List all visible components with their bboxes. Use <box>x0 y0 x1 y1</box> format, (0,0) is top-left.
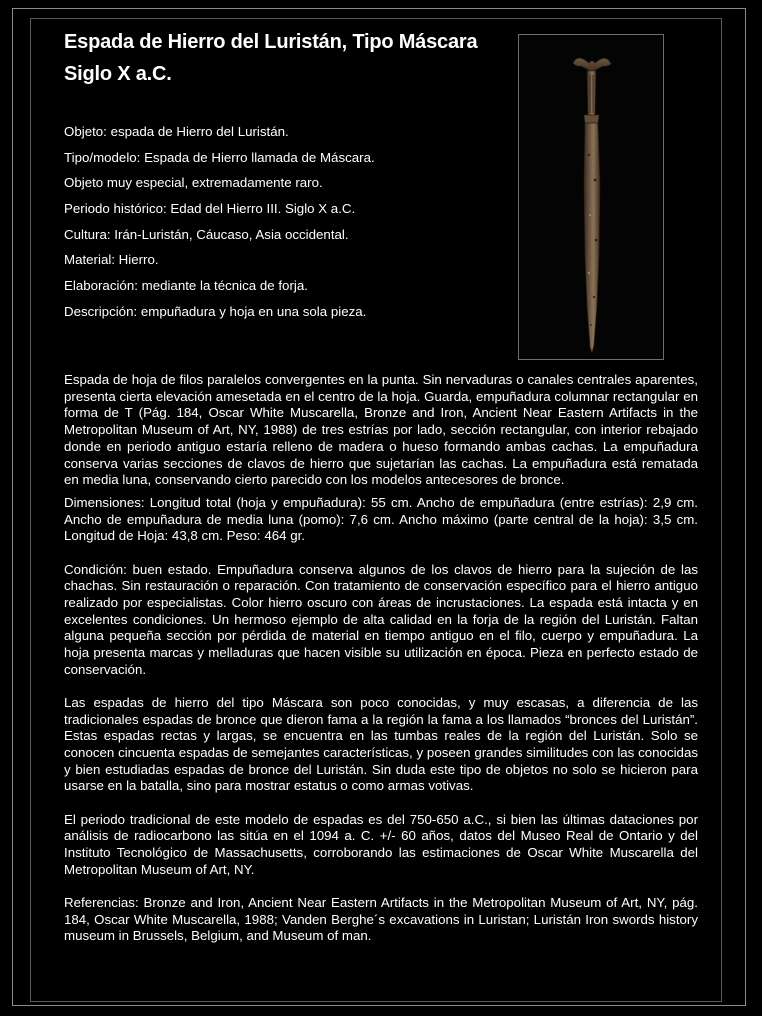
spec-description: Descripción: empuñadura y hoja en una sola pieza. <box>64 303 367 319</box>
dating-paragraph: El periodo tradicional de este modelo de espadas es del 750-650 a.C., si bien las últimas dataciones por análisis de radiocarbono las sitúa en el 1094 a. C. +/- 60 años, datos del Museo Real de Ontario y del Instituto Tecnológico de Massachusetts, corroborando las estimaciones de Oscar White Muscarella del Metropolitan Museum of Art, NY. <box>64 811 698 877</box>
spec-technique: Elaboración: mediante la técnica de forja. <box>64 278 308 294</box>
condition-paragraph: Condición: buen estado. Empuñadura conserva algunos de los clavos de hierro para la sujeción de las chachas. Sin restauración o reparación. Con tratamiento de conservación específico para el hierro antiguo realizado por especialistas. Color hierro oscuro con áreas de incrustaciones. La espada está intacta y en excelentes condiciones. Un hermoso ejemplo de alta calidad en la forja de la región del Luristán. Faltan alguna pequeña sección por pérdida de material en tiempo antiguo en el filo, cuerpo y empuñadura. La hoja presenta marcas y melladuras que hacen visible su utilización en época. Pieza en perfecto estado de conservación. <box>64 561 698 677</box>
dimensions-paragraph: Dimensiones: Longitud total (hoja y empuñadura): 55 cm. Ancho de empuñadura (entre estrías): 2,9 cm. Ancho de empuñadura de media luna (pomo): 7,6 cm. Ancho máximo (parte central de la hoja): 3,5 cm. Longitud de Hoja: 43,8 cm. Peso: 464 gr. <box>64 494 698 544</box>
spec-list <box>64 119 504 325</box>
sword-photo <box>518 34 664 360</box>
description-paragraph: Espada de hoja de filos paralelos convergentes en la punta. Sin nervaduras o canales centrales aparentes, presenta cierta elevación amesetada en el centro de la hoja. Guarda, empuñadura columnar rectangular en forma de T (Pág. 184, Oscar White Muscarella, Bronze and Iron, Ancient Near Eastern Artifacts in the Metropolitan Museum of Art, NY, 1988) de tres estrías por lado, sección rectangular, con interior rebajado donde en periodo antiguo estaría relleno de madera o hueso formando ambas cachas. La empuñadura conserva varias secciones de clavos de hierro que sujetarían las cachas. La empuñadura está rematada en media luna, conservando cierto parecido con los modelos antecesores de bronce. <box>64 372 698 488</box>
spec-type: Tipo/modelo: Espada de Hierro llamada de Máscara. <box>64 149 375 165</box>
spec-material: Material: Hierro. <box>64 252 159 268</box>
spec-object: Objeto: espada de Hierro del Luristán. <box>64 124 289 139</box>
rarity-paragraph: Las espadas de hierro del tipo Máscara son poco conocidas, y muy escasas, a diferencia de las tradicionales espadas de bronce que dieron fama a la región la fama a los llamados “bronces del Luristán”. Estas espadas rectas y largas, se encuentra en las tumbas reales de la región del Luristán. Solo se conocen cincuenta espadas de semejantes características, y poseen grandes similitudes con las conocidas y bien estudiadas espadas de bronce del Luristán. Sin duda este tipo de objetos no solo se hicieron para usarse en la batalla, sino para mostrar estatus o como armas votivas. <box>64 694 698 794</box>
references-paragraph: Referencias: Bronze and Iron, Ancient Near Eastern Artifacts in the Metropolitan Museum of Art, NY, pág. 184, Oscar White Muscarella, 1988; Vanden Berghe´s excavations in Luristan; Luristán Iron swords history museum in Brussels, Belgium, and Museum of man. <box>64 894 698 944</box>
spec-culture: Cultura: Irán-Luristán, Cáucaso, Asia occidental. <box>64 226 349 242</box>
page-title <box>64 26 477 90</box>
title-line-century: Siglo X a.C. <box>64 63 172 85</box>
spec-rarity: Objeto muy especial, extremadamente raro. <box>64 175 323 191</box>
iron-sword-photo <box>519 35 663 359</box>
body-text <box>64 372 698 945</box>
spec-period: Periodo histórico: Edad del Hierro III. Siglo X a.C. <box>64 201 356 217</box>
title-line-name: Espada de Hierro del Luristán, Tipo Máscara <box>64 31 478 53</box>
